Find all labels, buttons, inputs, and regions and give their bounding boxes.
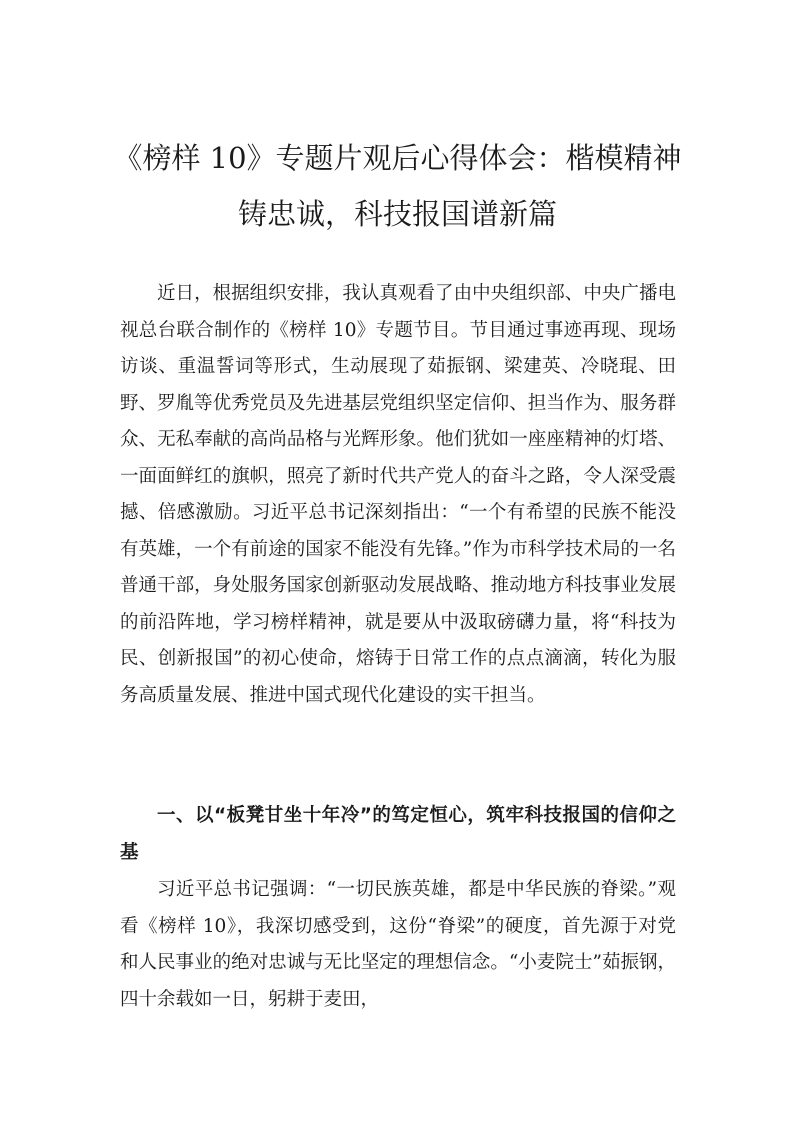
paragraph-intro: 近日，根据组织安排，我认真观看了由中央组织部、中央广播电视总台联合制作的《榜样 10》专题节目。节目通过事迹再现、现场访谈、重温誓词等形式，生动展现了茹振钢、梁建英、冷晓琨、田野、罗胤等优秀党员及先进基层党组织坚定信仰、担当作为、服务群众、无私奉献的高尚品格与光辉形象。他们犹如一座座精神的灯塔、一面面鲜红的旗帜，照亮了新时代共产党人的奋斗之路，令人深受震撼、倍感激励。习近平总书记深刻指出：“一个有希望的民族不能没有英雄，一个有前途的国家不能没有先锋。”作为市科学技术局的一名普通干部，身处服务国家创新驱动发展战略、推动地方科技事业发展的前沿阵地，学习榜样精神，就是要从中汲取磅礴力量，将“科技为民、创新报国”的初心使命，熔铸于日常工作的点点滴滴，转化为服务高质量发展、推进中国式现代化建设的实干担当。 — [120, 283, 676, 706]
document-title: 《榜样 10》专题片观后心得体会：楷模精神铸忠诚，科技报国谱新篇 — [113, 141, 682, 231]
paragraph-section-1: 习近平总书记强调：“一切民族英雄，都是中华民族的脊梁。”观看《榜样 10》，我深切感受到，这份“脊梁”的硬度，首先源于对党和人民事业的绝对忠诚与无比坚定的理想信念。“小麦院士”茹振钢，四十余载如一日，躬耕于麦田， — [120, 879, 676, 1010]
section-heading-1: 一、以“板凳甘坐十年冷”的笃定恒心，筑牢科技报国的信仰之基 — [120, 805, 676, 863]
